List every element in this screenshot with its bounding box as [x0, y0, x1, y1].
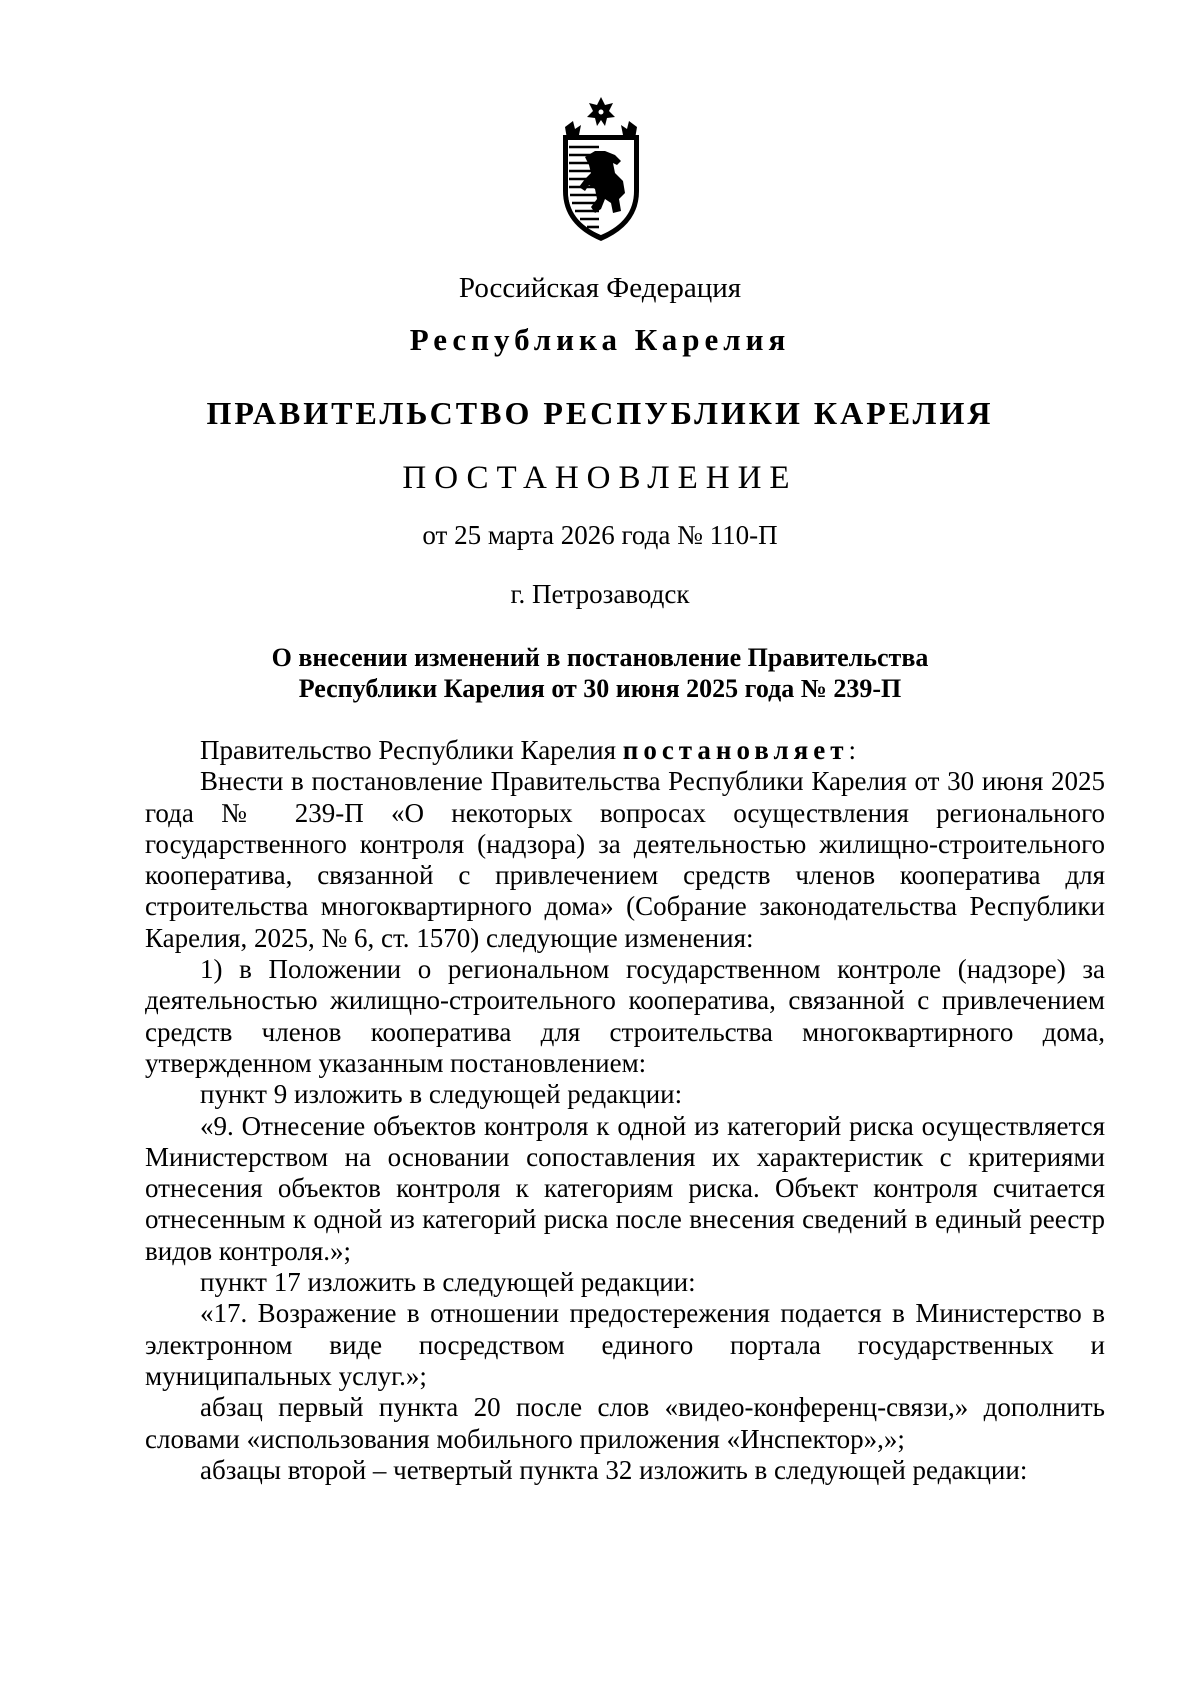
intro-paragraph — [145, 735, 1105, 766]
intro-verb: постановляет — [622, 735, 849, 765]
paragraph-point-9-text: «9. Отнесение объектов контроля к одной из категорий риска осуществляется Министерством на основании сопоставления их характеристик с критериями отнесения объектов контроля к категориям риска. Объект контроля считается отнесенным к одной из категорий риска после внесения сведений в единый реестр видов контроля.»; — [145, 1110, 1105, 1266]
decree-body — [145, 735, 1105, 1486]
government-name: ПРАВИТЕЛЬСТВО РЕСПУБЛИКИ КАРЕЛИЯ — [206, 395, 994, 431]
document-type: ПОСТАНОВЛЕНИЕ — [402, 460, 798, 496]
intro-prefix: Правительство Республики Карелия — [200, 735, 623, 765]
decree-city: г. Петрозаводск — [510, 579, 690, 609]
republic-name: Республика Карелия — [409, 322, 791, 357]
country-name: Российская Федерация — [458, 272, 742, 304]
paragraph-amendments: Внести в постановление Правительства Республики Карелия от 30 июня 2025 года № 239-П «О некоторых вопросах осуществления регионального государственного контроля (надзора) за деятельностью жилищно-строительного кооператива, связанной с привлечением средств членов кооператива для строительства многоквартирного дома» (Собрание законодательства Республики Карелия, 2025, № 6, ст. 1570) следующие изменения: — [145, 766, 1105, 953]
paragraph-point-17-text: «17. Возражение в отношении предостережения подается в Министерство в электронном виде посредством единого портала государственных и муниципальных услуг.»; — [145, 1298, 1105, 1391]
decree-title — [0, 642, 1200, 704]
decree-title-line-1: О внесении изменений в постановление Правительства — [271, 643, 929, 672]
paragraph-point-9-heading: пункт 9 изложить в следующей редакции: — [200, 1079, 683, 1110]
karelia-coat-of-arms — [555, 95, 647, 243]
intro-suffix: : — [848, 735, 857, 765]
paragraph-point-20: абзац первый пункта 20 после слов «видео-конференц-связи,» дополнить словами «использования мобильного приложения «Инспектор»,»; — [145, 1392, 1105, 1454]
paragraph-point-17-heading: пункт 17 изложить в следующей редакции: — [200, 1267, 696, 1298]
decree-title-line-2: Республики Карелия от 30 июня 2025 года № 239-П — [298, 674, 902, 703]
paragraph-point-32: абзацы второй – четвертый пункта 32 изложить в следующей редакции: — [200, 1454, 1028, 1485]
paragraph-item-1: 1) в Положении о региональном государственном контроле (надзоре) за деятельностью жилищно-строительного кооператива, связанной с привлечением средств членов кооператива для строительства многоквартирного дома, утвержденном указанным постановлением: — [145, 954, 1105, 1078]
decree-date-number: от 25 марта 2026 года № 110-П — [422, 520, 778, 550]
